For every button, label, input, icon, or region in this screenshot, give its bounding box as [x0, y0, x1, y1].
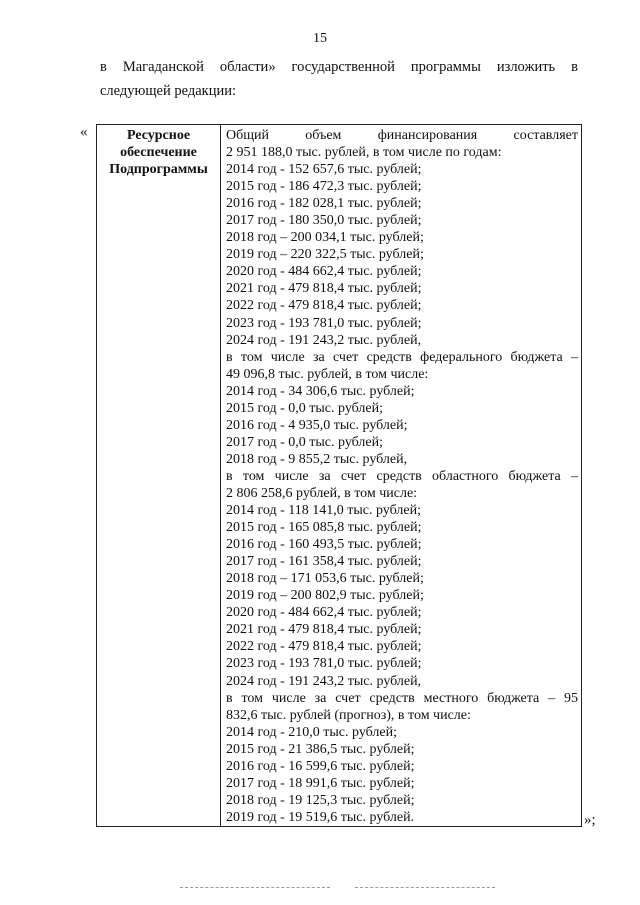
funding-line: в том числе за счет средств федерального бюджета – — [226, 349, 578, 365]
funding-line: 2021 год - 479 818,4 тыс. рублей; — [226, 281, 422, 297]
funding-line: 2024 год - 191 243,2 тыс. рублей, — [226, 673, 422, 689]
footer-rule — [355, 887, 495, 888]
resource-table-row — [97, 125, 582, 827]
funding-line: 2016 год - 16 599,6 тыс. рублей; — [226, 758, 415, 774]
funding-line: 2014 год - 210,0 тыс. рублей; — [226, 724, 398, 740]
resource-label-cell — [97, 125, 221, 827]
funding-line: 2015 год - 21 386,5 тыс. рублей; — [226, 741, 415, 757]
intro-line-2: следующей редакции: — [100, 83, 237, 99]
funding-line: 2019 год – 220 322,5 тыс. рублей; — [226, 247, 424, 263]
funding-line: 2017 год - 18 991,6 тыс. рублей; — [226, 775, 415, 791]
funding-line: 2018 год – 171 053,6 тыс. рублей; — [226, 571, 424, 587]
funding-line: 2014 год - 34 306,6 тыс. рублей; — [226, 383, 415, 399]
funding-line: 2016 год - 4 935,0 тыс. рублей; — [226, 417, 408, 433]
funding-line: 2020 год - 484 662,4 тыс. рублей; — [226, 264, 422, 280]
funding-line: 2023 год - 193 781,0 тыс. рублей; — [226, 315, 422, 331]
resource-label-line: Подпрограммы — [109, 162, 208, 177]
page-number: 15 — [313, 31, 327, 46]
funding-line: 2022 год - 479 818,4 тыс. рублей; — [226, 639, 422, 655]
funding-line: 832,6 тыс. рублей (прогноз), в том числе: — [226, 707, 471, 723]
resource-table — [96, 124, 582, 827]
funding-line: 2 951 188,0 тыс. рублей, в том числе по годам: — [226, 145, 502, 161]
funding-line: 2015 год - 186 472,3 тыс. рублей; — [226, 179, 422, 195]
funding-line: 2017 год - 180 350,0 тыс. рублей; — [226, 213, 422, 229]
funding-line: 2014 год - 152 657,6 тыс. рублей; — [226, 162, 422, 178]
funding-line: в том числе за счет средств местного бюджета – 95 — [226, 690, 578, 706]
opening-quote: « — [80, 124, 88, 140]
funding-line: 2 806 258,6 рублей, в том числе: — [226, 485, 418, 501]
funding-line: 2018 год – 200 034,1 тыс. рублей; — [226, 230, 424, 246]
funding-line: 2018 год - 19 125,3 тыс. рублей; — [226, 792, 415, 808]
funding-line: 49 096,8 тыс. рублей, в том числе: — [226, 366, 429, 382]
funding-line: 2016 год - 182 028,1 тыс. рублей; — [226, 196, 422, 212]
funding-line: 2015 год - 165 085,8 тыс. рублей; — [226, 520, 422, 536]
funding-line: 2023 год - 193 781,0 тыс. рублей; — [226, 656, 422, 672]
closing-quote: »; — [584, 812, 596, 828]
funding-line: 2019 год – 200 802,9 тыс. рублей; — [226, 588, 424, 604]
funding-line: 2022 год - 479 818,4 тыс. рублей; — [226, 298, 422, 314]
funding-line: 2018 год - 9 855,2 тыс. рублей, — [226, 451, 408, 467]
funding-line: 2019 год - 19 519,6 тыс. рублей. — [226, 809, 415, 825]
funding-line: 2021 год - 479 818,4 тыс. рублей; — [226, 622, 422, 638]
funding-line: 2014 год - 118 141,0 тыс. рублей; — [226, 503, 421, 519]
funding-line: Общий объем финансирования составляет — [226, 128, 578, 143]
funding-line: 2024 год - 191 243,2 тыс. рублей, — [226, 332, 422, 348]
funding-line: в том числе за счет средств областного бюджета – — [226, 468, 578, 484]
funding-line: 2015 год - 0,0 тыс. рублей; — [226, 400, 384, 416]
funding-line: 2017 год - 0,0 тыс. рублей; — [226, 434, 384, 450]
intro-line-1: в Магаданской области» государственной программы изложить в — [100, 59, 578, 75]
funding-line: 2017 год - 161 358,4 тыс. рублей; — [226, 554, 422, 570]
funding-line: 2016 год - 160 493,5 тыс. рублей; — [226, 537, 422, 553]
footer-rule — [180, 887, 330, 888]
resource-label-line: Ресурсное — [126, 128, 191, 143]
funding-line: 2020 год - 484 662,4 тыс. рублей; — [226, 605, 422, 621]
funding-content-cell — [221, 125, 582, 827]
resource-label-line: обеспечение — [120, 145, 197, 160]
